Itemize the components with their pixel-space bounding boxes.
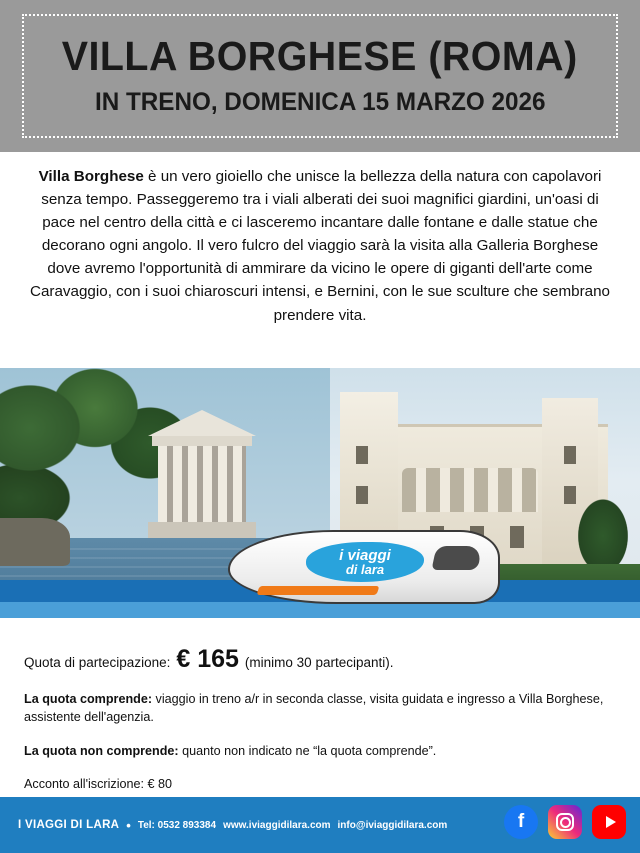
youtube-glyph [606,816,616,828]
intro-paragraph [28,165,612,327]
page-title: VILLA BORGHESE (ROMA) [62,33,578,80]
temple-columns [158,446,246,522]
price-label: Quota di partecipazione: [24,655,171,670]
excludes-label: La quota non comprende: [24,743,179,758]
includes-block [24,690,620,727]
footer-brand: I VIAGGI DI LARA [18,819,120,831]
header-banner [0,0,640,152]
details-section [24,645,620,793]
villa-window [564,446,576,464]
train-windshield [431,546,482,570]
excludes-block [24,742,620,760]
youtube-icon[interactable] [592,805,626,839]
includes-label: La quota comprende: [24,692,153,706]
footer-bar [0,797,640,853]
train-illustration [228,520,500,618]
instagram-icon[interactable] [548,805,582,839]
page-subtitle: IN TRENO, DOMENICA 15 MARZO 2026 [94,87,546,116]
excludes-text: quanto non indicato ne “la quota comprende”. [178,743,437,758]
deposit-block: Acconto all'iscrizione: € 80 [24,776,173,791]
includes-text: viaggio in treno a/r in seconda classe, visita guidata e ingresso a Villa Borghese, assistente dell'agenzia. [24,692,604,725]
villa-window [356,486,368,504]
temple-entablature [152,436,252,446]
intro-lead: Villa Borghese [38,168,144,185]
villa-arcade [402,468,538,512]
train-orange-stripe [257,586,380,595]
footer-contact-info [18,818,447,833]
footer-separator: • [126,817,131,833]
price-note: (minimo 30 partecipanti). [244,655,394,670]
price-value: € 165 [176,645,239,673]
agency-logo-line2: di lara [345,562,385,577]
shore-rock [0,518,70,566]
footer-phone: Tel: 0532 893384 [137,819,217,831]
intro-body: è un vero gioiello che unisce la bellezza della natura con capolavori senza tempo. Passeggeremo tra i viali alberati dei suoi magnifici giardini, un'oasi di pace nel centro della città e ci lasceremo incantare dalle fontane e dalle statue che decorano ogni angolo. Il vero fulcro del viaggio sarà la visita alla Galleria Borghese dove avremo l'opportunità di ammirare da vicino le opere di giganti dell'arte come Caravaggio, con i suoi chiaroscuri intensi, e Bernini, con le sue sculture che sembrano prendere vita. [30,168,610,324]
facebook-icon[interactable] [504,805,538,839]
villa-window [510,526,524,548]
villa-window [356,446,368,464]
facebook-glyph: f [517,811,525,832]
header-dotted-frame [22,14,618,138]
agency-logo-line1: i viaggi [339,547,391,564]
price-row [24,645,620,674]
instagram-glyph [556,813,574,831]
footer-email[interactable]: info@iviaggidilara.com [337,819,448,831]
temple-roof [148,410,256,436]
social-links [504,805,626,839]
footer-website[interactable]: www.iviaggidilara.com [223,819,331,831]
